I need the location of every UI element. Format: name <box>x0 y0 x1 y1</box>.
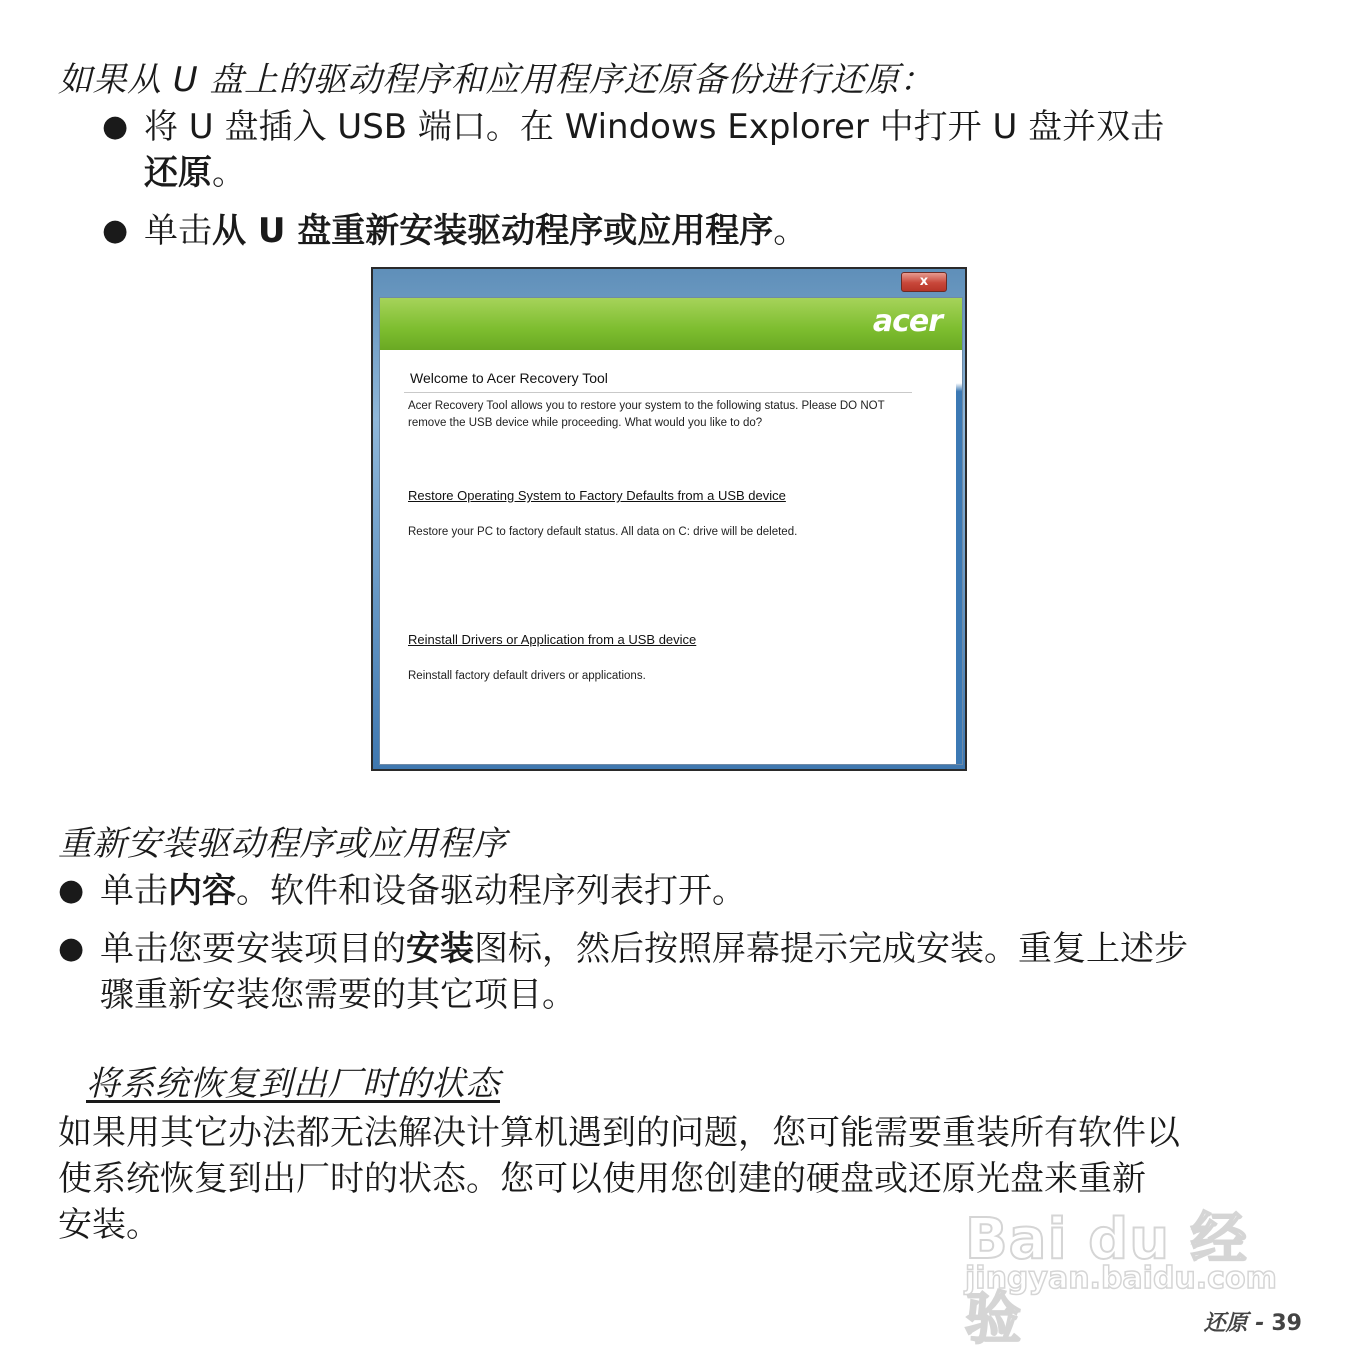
window-title: Welcome to Acer Recovery Tool <box>410 370 608 386</box>
recovery-tool-window <box>371 267 967 771</box>
window-description: Acer Recovery Tool allows you to restore your system to the following status. Please DO NOT remove the USB device while proceeding. What would you like to do? <box>408 400 885 429</box>
bullet-dot-icon: ● <box>102 109 129 144</box>
bullet-click-contents: ● 单击内容。软件和设备驱动程序列表打开。 <box>58 868 1308 914</box>
install-label: 安装 <box>406 929 474 969</box>
bullet-click-install: ● 单击您要安装项目的安装图标，然后按照屏幕提示完成安装。重复上述步 骤重新安装您需要的其它项目。 <box>58 926 1318 1018</box>
section-heading-restore-from-usb: 如果从 U 盘上的驱动程序和应用程序还原备份进行还原： <box>58 60 934 100</box>
window-side-bar <box>956 350 962 764</box>
watermark-logo: Bai du 经验 <box>965 1207 1248 1352</box>
footer-section: 还原 - <box>1203 1311 1265 1336</box>
close-button[interactable]: x <box>901 272 947 292</box>
bullet-dot-icon: ● <box>102 213 129 248</box>
restore-label: 还原 <box>144 153 212 193</box>
page-number: 39 <box>1271 1311 1302 1336</box>
factory-restore-paragraph: 如果用其它办法都无法解决计算机遇到的问题，您可能需要重装所有软件以 使系统恢复到出厂时的状态。您可以使用您创建的硬盘或还原光盘来重新 安装。 <box>58 1113 1180 1245</box>
restore-os-link[interactable]: Restore Operating System to Factory Defaults from a USB device <box>408 488 786 503</box>
bullet-dot-icon: ● <box>58 931 85 966</box>
contents-label: 内容 <box>168 871 236 911</box>
watermark-url: jingyan.baidu.com <box>965 1261 1277 1296</box>
window-content <box>379 297 963 765</box>
reinstall-drivers-link[interactable]: Reinstall Drivers or Application from a USB device <box>408 632 697 647</box>
bullet-text: 将 U 盘插入 USB 端口。在 Windows Explorer 中打开 U 盘并双击 <box>144 107 1165 147</box>
reinstall-label: 从 U 盘重新安装驱动程序或应用程序 <box>212 211 774 251</box>
bullet-insert-usb: ● 将 U 盘插入 USB 端口。在 Windows Explorer 中打开 U 盘并双击 还原。 <box>102 104 1302 196</box>
bullet-dot-icon: ● <box>58 873 85 908</box>
page-footer <box>1204 1306 1302 1337</box>
divider <box>404 392 912 393</box>
bullet-reinstall-from-usb: ● 单击从 U 盘重新安装驱动程序或应用程序。 <box>102 208 1302 254</box>
section-heading-factory-restore: 将系统恢复到出厂时的状态 <box>86 1064 500 1104</box>
acer-logo: acer <box>872 304 942 339</box>
section-heading-reinstall: 重新安装驱动程序或应用程序 <box>58 824 507 864</box>
restore-os-description: Restore your PC to factory default status. All data on C: drive will be deleted. <box>408 526 798 538</box>
reinstall-drivers-description: Reinstall factory default drivers or applications. <box>408 670 646 682</box>
acer-banner <box>380 298 962 350</box>
